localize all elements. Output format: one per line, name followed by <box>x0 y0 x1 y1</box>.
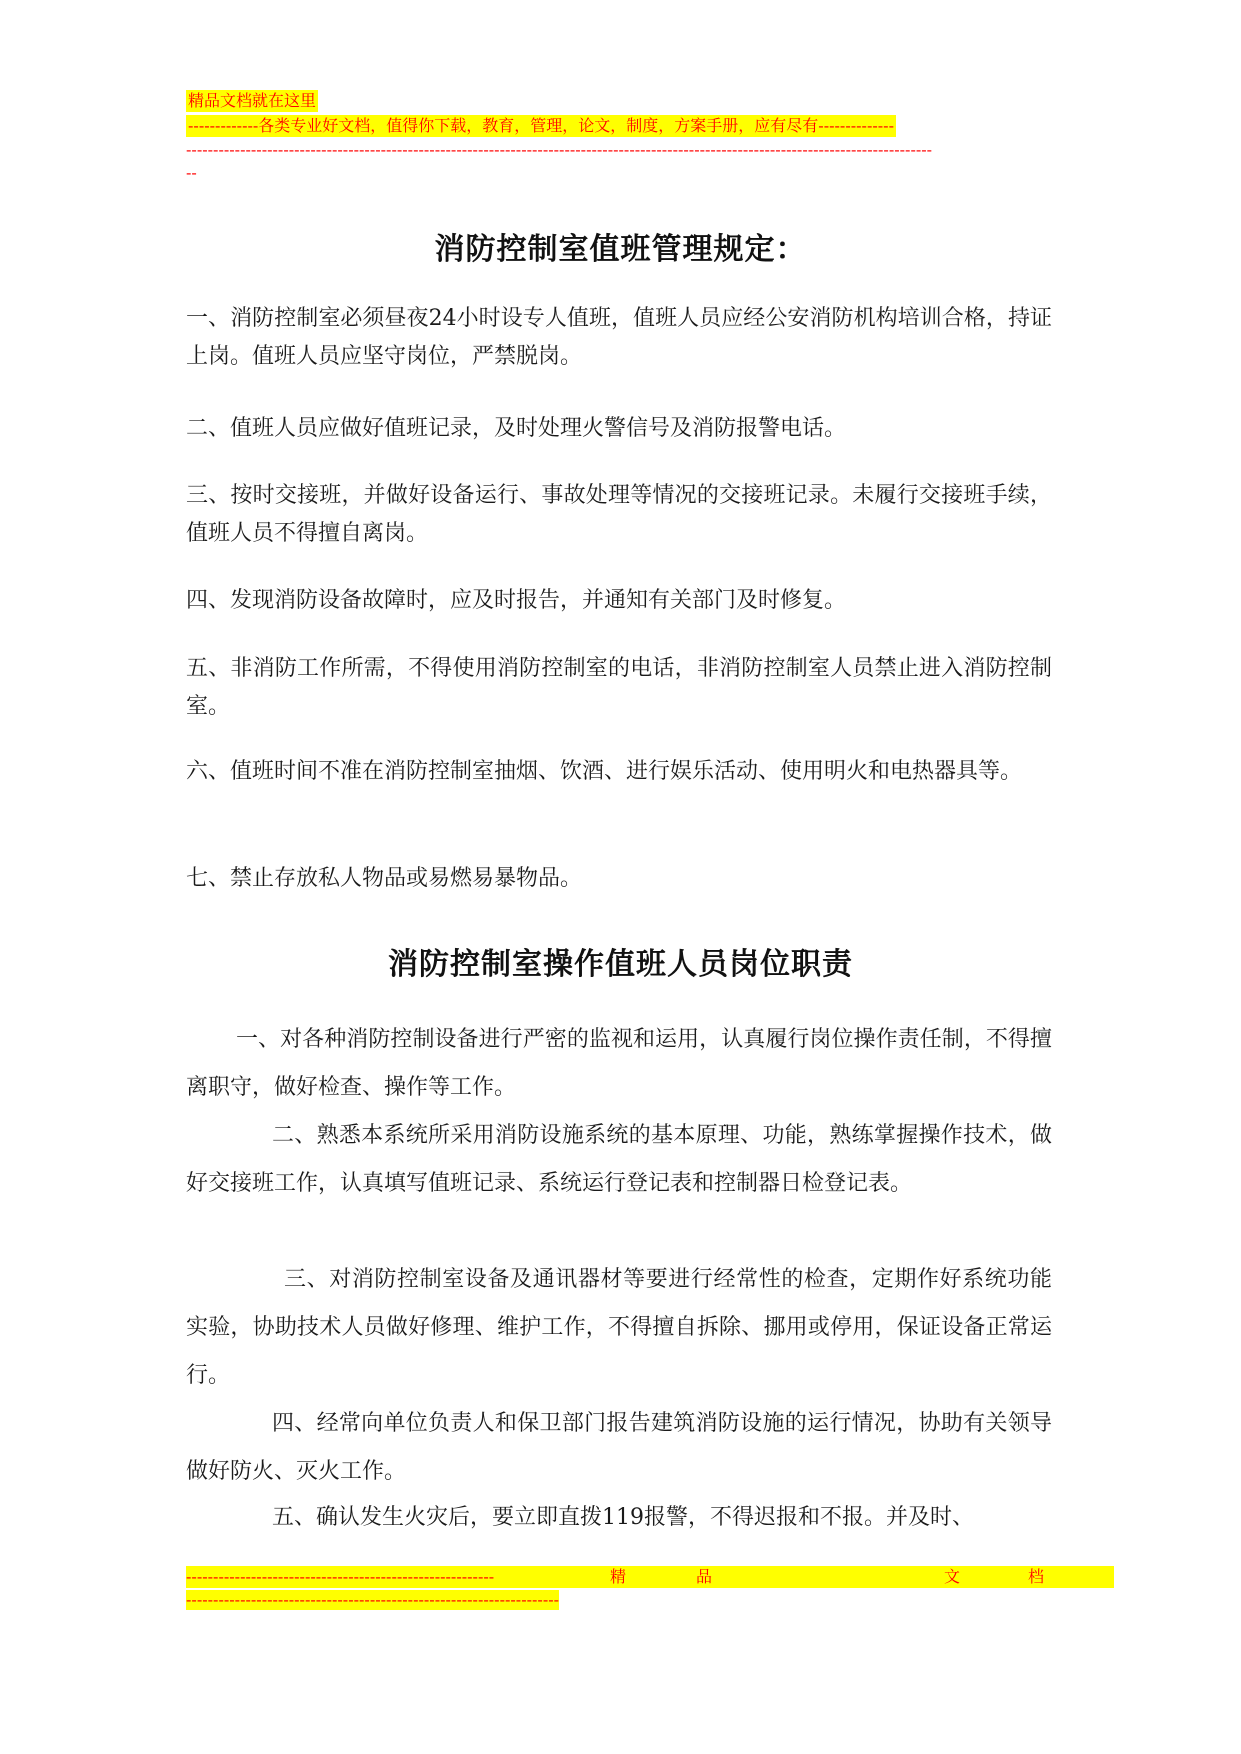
banner-bottom-word-1: 精 <box>610 1567 627 1586</box>
section2-paragraph-3: 三、对消防控制室设备及通讯器材等要进行经常性的检查，定期作好系统功能实验，协助技术人员做好修理、维护工作，不得擅自拆除、挪用或停用，保证设备正常运行。 <box>186 1267 1052 1388</box>
banner-bottom <box>186 1566 1114 1588</box>
section1-paragraph-6: 六、值班时间不准在消防控制室抽烟、饮酒、进行娱乐活动、使用明火和电热器具等。 <box>186 759 1023 784</box>
banner-top-title: 精品文档就在这里 <box>188 91 317 110</box>
section2-paragraph-5: 五、确认发生火灾后，要立即直拨119报警，不得迟报和不报。并及时、 <box>272 1505 974 1530</box>
banner-bottom-dash-left: --------------------------------------------------------- <box>186 1567 495 1586</box>
section1-paragraph-2: 二、值班人员应做好值班记录，及时处理火警信号及消防报警电话。 <box>186 416 847 441</box>
banner-top-slogan: -------------各类专业好文档，值得你下载，教育，管理，论文，制度，方案手册，应有尽有-------------- <box>188 116 894 135</box>
section2-title: 消防控制室操作值班人员岗位职责 <box>388 947 853 982</box>
section1-paragraph-7: 七、禁止存放私人物品或易燃易暴物品。 <box>186 866 583 891</box>
section1-title: 消防控制室值班管理规定： <box>434 232 807 267</box>
section2-paragraph-1: 一、对各种消防控制设备进行严密的监视和运用，认真履行岗位操作责任制，不得擅离职守，做好检查、操作等工作。 <box>186 1027 1052 1100</box>
section1-paragraph-4: 四、发现消防设备故障时，应及时报告，并通知有关部门及时修复。 <box>186 588 847 613</box>
section2-paragraph-4: 四、经常向单位负责人和保卫部门报告建筑消防设施的运行情况，协助有关领导做好防火、灭火工作。 <box>186 1411 1052 1484</box>
banner-top-dash-line: ------------------------------------------------------------------------------------------------------------------------------------------ <box>186 140 933 159</box>
banner-bottom-word-3: 文 <box>944 1567 961 1586</box>
banner-bottom-dash-line-2: --------------------------------------------------------------------- <box>186 1590 560 1609</box>
section1-paragraph-1: 一、消防控制室必须昼夜24小时设专人值班，值班人员应经公安消防机构培训合格，持证上岗。值班人员应坚守岗位，严禁脱岗。 <box>186 306 1052 369</box>
section1-paragraph-3: 三、按时交接班，并做好设备运行、事故处理等情况的交接班记录。未履行交接班手续，值班人员不得擅自离岗。 <box>186 483 1052 546</box>
section1-paragraph-5: 五、非消防工作所需，不得使用消防控制室的电话，非消防控制室人员禁止进入消防控制室。 <box>186 656 1052 719</box>
section2-paragraph-2: 二、熟悉本系统所采用消防设施系统的基本原理、功能，熟练掌握操作技术，做好交接班工作，认真填写值班记录、系统运行登记表和控制器日检登记表。 <box>186 1123 1052 1196</box>
banner-bottom-word-2: 品 <box>696 1567 713 1586</box>
banner-bottom-word-4: 档 <box>1028 1567 1045 1586</box>
banner-top-dash-line-2: -- <box>186 163 197 182</box>
